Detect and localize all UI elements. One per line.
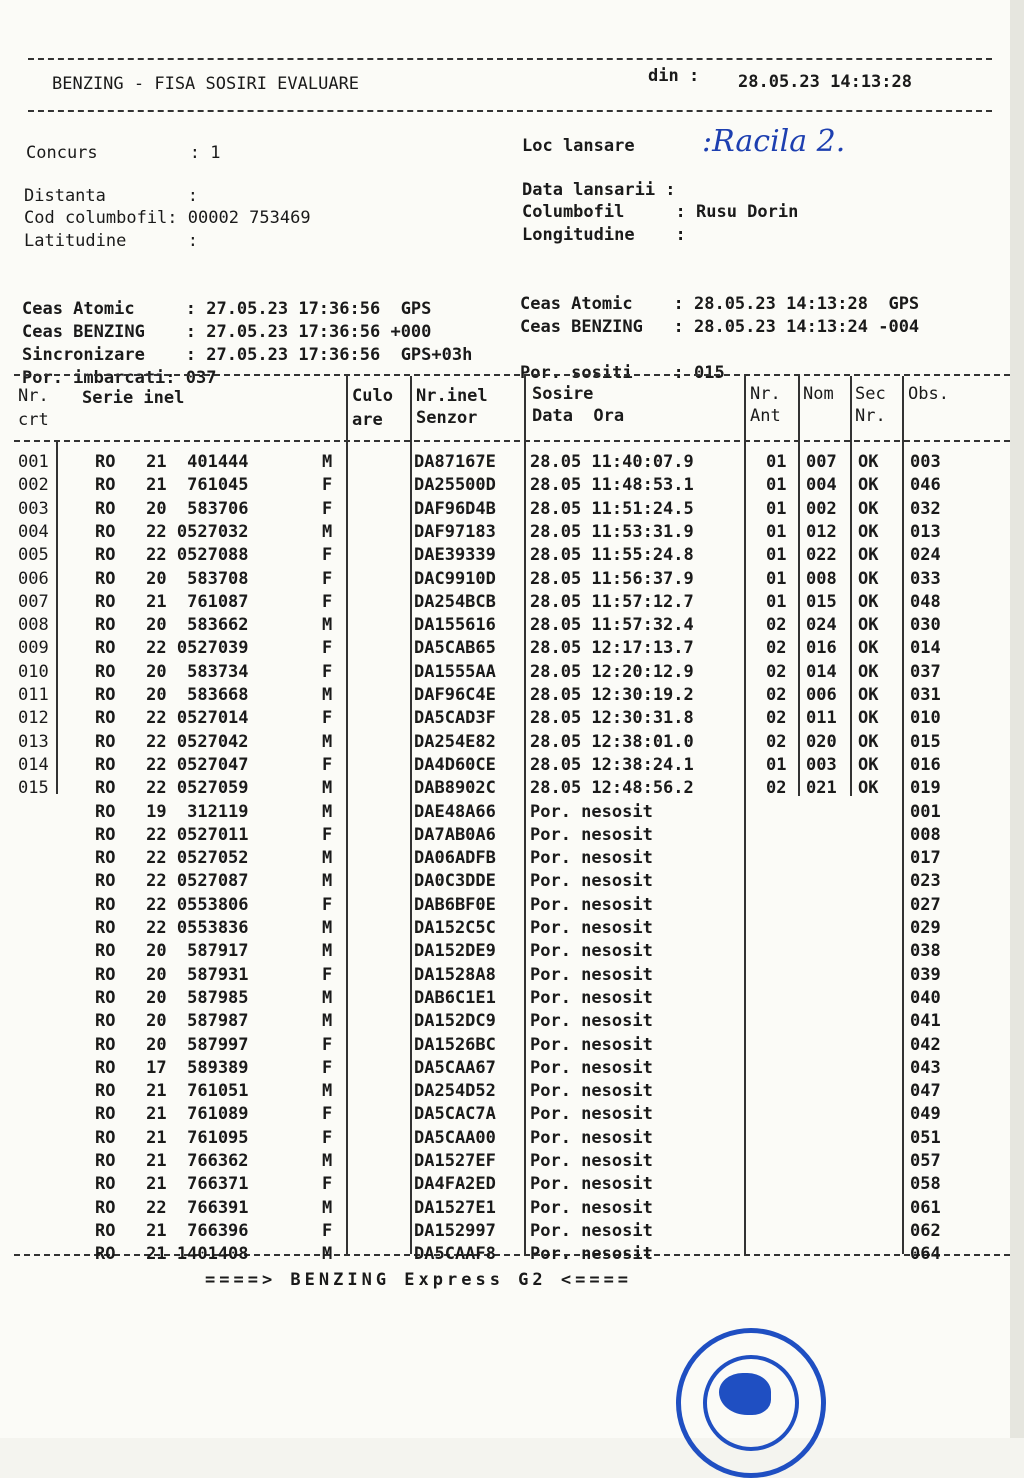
cell-nom: 007	[806, 452, 837, 472]
col-nr-inel: Nr.inel	[416, 386, 488, 406]
cell-nom: 024	[806, 615, 837, 636]
col-nr-ant-1: Nr.	[750, 384, 781, 404]
clock-right-blank	[520, 339, 919, 362]
cell-ant: 01	[766, 498, 787, 519]
cell-sec: OK	[858, 498, 879, 519]
col-divider-nr	[56, 440, 58, 794]
sincronizare: Sincronizare : 27.05.23 17:36:56 GPS+03h	[22, 345, 473, 365]
col-senzor: Senzor	[416, 408, 478, 428]
cell-serie: RO 22 0553806	[95, 894, 249, 915]
cell-sosire: 28.05 12:30:31.8	[530, 708, 694, 729]
cell-nom: 012	[806, 521, 837, 542]
cell-ant: 01	[766, 452, 787, 472]
cell-sex: M	[322, 801, 333, 822]
cell-sosire: Por. nesosit	[530, 1081, 653, 1102]
cell-sex: M	[322, 521, 333, 542]
cell-nr: 010	[18, 661, 49, 682]
cell-ant: 02	[766, 661, 787, 682]
cell-senzor: DA5CAA00	[414, 1127, 496, 1148]
cell-ant: 01	[766, 545, 787, 566]
cell-sex: M	[322, 918, 333, 938]
cell-senzor: DA254E82	[414, 731, 496, 752]
col-divider-culo	[346, 376, 348, 1254]
cell-sex: F	[322, 498, 333, 519]
cell-sec: OK	[858, 731, 879, 752]
cell-nom: 014	[806, 661, 837, 682]
por-sositi: Por. sositi : 015	[520, 363, 725, 383]
cell-senzor: DA1555AA	[414, 661, 496, 682]
cell-senzor: DA152C5C	[414, 918, 496, 938]
cell-sec: OK	[858, 521, 879, 542]
cell-sosire: 28.05 12:17:13.7	[530, 638, 694, 659]
cell-sosire: Por. nesosit	[530, 801, 653, 822]
cell-serie: RO 21 761051	[95, 1081, 249, 1102]
cell-obs: 008	[910, 824, 941, 845]
cell-senzor: DAE39339	[414, 545, 496, 566]
col-data-ora: Data Ora	[532, 406, 625, 426]
cell-sex: F	[322, 1174, 333, 1195]
cell-obs: 047	[910, 1081, 941, 1102]
cell-serie: RO 22 0527042	[95, 731, 249, 752]
cell-senzor: DA5CAC7A	[414, 1104, 496, 1125]
cell-obs: 024	[910, 545, 941, 566]
cell-senzor: DA06ADFB	[414, 848, 496, 869]
cell-senzor: DAE48A66	[414, 801, 496, 822]
cell-senzor: DA5CAB65	[414, 638, 496, 659]
cell-obs: 043	[910, 1057, 941, 1078]
col-nr-ant-2: Ant	[750, 406, 781, 426]
col-nr: Nr.	[18, 386, 49, 406]
cell-obs: 064	[910, 1244, 941, 1265]
col-are: are	[352, 410, 383, 430]
cell-serie: RO 19 312119	[95, 801, 249, 822]
cell-sex: F	[322, 568, 333, 589]
cell-sosire: Por. nesosit	[530, 1220, 653, 1241]
cell-senzor: DA4FA2ED	[414, 1174, 496, 1195]
cell-nom: 011	[806, 708, 837, 729]
cell-nom: 003	[806, 754, 837, 775]
cell-senzor: DAF96D4B	[414, 498, 496, 519]
col-sosire: Sosire	[532, 384, 594, 404]
cell-serie: RO 22 0527014	[95, 708, 249, 729]
col-divider-nom	[798, 376, 800, 796]
cell-obs: 019	[910, 778, 941, 799]
cell-serie: RO 21 766371	[95, 1174, 249, 1195]
cell-obs: 030	[910, 615, 941, 636]
cell-sex: F	[322, 661, 333, 682]
cell-serie: RO 21 761095	[95, 1127, 249, 1148]
cell-nr: 006	[18, 568, 49, 589]
cell-senzor: DA1528A8	[414, 964, 496, 985]
por-imbarcati: Por. imbarcati: 037	[22, 368, 217, 388]
cell-nom: 006	[806, 685, 837, 705]
cell-senzor: DA25500D	[414, 475, 496, 496]
col-divider-sosire	[524, 376, 526, 1254]
cell-nr: 009	[18, 638, 49, 659]
cell-sex: M	[322, 987, 333, 1008]
cell-obs: 038	[910, 941, 941, 962]
cell-sosire: Por. nesosit	[530, 871, 653, 892]
cell-sec: OK	[858, 545, 879, 566]
cell-senzor: DAC9910D	[414, 568, 496, 589]
cell-sex: M	[322, 1151, 333, 1171]
col-sec-1: Sec	[855, 384, 886, 404]
cod-columbofil: Cod columbofil: 00002 753469	[24, 208, 311, 228]
cell-serie: RO 22 0527052	[95, 848, 249, 869]
cell-obs: 001	[910, 801, 941, 822]
cell-serie: RO 20 587985	[95, 987, 249, 1008]
ceas-benzing-left: Ceas BENZING : 27.05.23 17:36:56 +000	[22, 322, 432, 342]
cell-senzor: DAB6C1E1	[414, 987, 496, 1008]
cell-ant: 02	[766, 638, 787, 659]
cell-obs: 003	[910, 452, 941, 472]
cell-nr: 001	[18, 452, 49, 472]
ceas-atomic-right: Ceas Atomic : 28.05.23 14:13:28 GPS	[520, 294, 920, 314]
loc-lansare-handwritten: :Racila 2.	[702, 124, 846, 159]
cell-senzor: DA1527EF	[414, 1151, 496, 1171]
cell-sec: OK	[858, 778, 879, 799]
cell-sex: M	[322, 1011, 333, 1032]
cell-obs: 057	[910, 1151, 941, 1171]
cell-senzor: DAF96C4E	[414, 685, 496, 705]
footer-brand: ====> BENZING Express G2 <====	[205, 1270, 633, 1290]
cell-sex: M	[322, 1244, 333, 1265]
cell-serie: RO 20 583706	[95, 498, 249, 519]
cell-ant: 01	[766, 475, 787, 496]
cell-sec: OK	[858, 568, 879, 589]
cell-sosire: 28.05 11:55:24.8	[530, 545, 694, 566]
cell-obs: 033	[910, 568, 941, 589]
cell-obs: 013	[910, 521, 941, 542]
cell-nom: 020	[806, 731, 837, 752]
cell-serie: RO 22 0527047	[95, 754, 249, 775]
col-divider-senzor	[410, 376, 412, 1254]
cell-senzor: DA152DE9	[414, 941, 496, 962]
cell-sex: F	[322, 1104, 333, 1125]
cell-serie: RO 21 766362	[95, 1151, 249, 1171]
cell-sosire: Por. nesosit	[530, 1057, 653, 1078]
cell-serie: RO 20 587987	[95, 1011, 249, 1032]
cell-senzor: DA5CAA67	[414, 1057, 496, 1078]
cell-serie: RO 22 0527059	[95, 778, 249, 799]
cell-sex: F	[322, 708, 333, 729]
cell-sosire: Por. nesosit	[530, 941, 653, 962]
date-label: din :	[648, 66, 700, 86]
cell-nom: 004	[806, 475, 837, 496]
table-top-rule	[14, 374, 1010, 376]
report-date: 28.05.23 14:13:28	[738, 72, 912, 92]
cell-serie: RO 21 761089	[95, 1104, 249, 1125]
cell-ant: 01	[766, 521, 787, 542]
cell-obs: 016	[910, 754, 941, 775]
cell-ant: 01	[766, 754, 787, 775]
cell-serie: RO 22 0527032	[95, 521, 249, 542]
cell-obs: 042	[910, 1034, 941, 1055]
cell-sex: F	[322, 894, 333, 915]
cell-sex: F	[322, 591, 333, 612]
col-nom: Nom	[803, 384, 834, 404]
cell-sosire: 28.05 11:53:31.9	[530, 521, 694, 542]
cell-nr: 007	[18, 591, 49, 612]
cell-obs: 046	[910, 475, 941, 496]
cell-sex: M	[322, 452, 333, 472]
cell-serie: RO 21 761087	[95, 591, 249, 612]
longitudine: Longitudine :	[522, 225, 686, 245]
cell-sosire: Por. nesosit	[530, 964, 653, 985]
cell-sec: OK	[858, 452, 879, 472]
cell-sosire: 28.05 11:57:32.4	[530, 615, 694, 636]
cell-sosire: Por. nesosit	[530, 894, 653, 915]
cell-obs: 010	[910, 708, 941, 729]
cell-sex: F	[322, 545, 333, 566]
cell-sec: OK	[858, 475, 879, 496]
cell-senzor: DA152997	[414, 1220, 496, 1241]
col-divider-ant	[744, 376, 746, 1254]
cell-serie: RO 20 583668	[95, 685, 249, 705]
cell-senzor: DA254D52	[414, 1081, 496, 1102]
cell-sec: OK	[858, 708, 879, 729]
cell-sosire: Por. nesosit	[530, 1034, 653, 1055]
cell-sex: M	[322, 615, 333, 636]
cell-serie: RO 22 0527039	[95, 638, 249, 659]
cell-sosire: 28.05 12:38:24.1	[530, 754, 694, 775]
cell-nr: 011	[18, 685, 49, 705]
cell-obs: 039	[910, 964, 941, 985]
col-divider-sec	[850, 376, 852, 796]
cell-nom: 008	[806, 568, 837, 589]
cell-serie: RO 22 0527088	[95, 545, 249, 566]
cell-obs: 032	[910, 498, 941, 519]
cell-obs: 017	[910, 848, 941, 869]
cell-ant: 01	[766, 591, 787, 612]
cell-serie: RO 20 587931	[95, 964, 249, 985]
cell-obs: 061	[910, 1197, 941, 1218]
cell-obs: 049	[910, 1104, 941, 1125]
cell-serie: RO 21 761045	[95, 475, 249, 496]
cell-obs: 048	[910, 591, 941, 612]
cell-nom: 002	[806, 498, 837, 519]
cell-sosire: Por. nesosit	[530, 1174, 653, 1195]
cell-obs: 051	[910, 1127, 941, 1148]
col-obs: Obs.	[908, 384, 949, 404]
cell-senzor: DA4D60CE	[414, 754, 496, 775]
cell-sosire: Por. nesosit	[530, 918, 653, 938]
cell-sec: OK	[858, 638, 879, 659]
col-divider-obs	[902, 376, 904, 1254]
cell-obs: 027	[910, 894, 941, 915]
cell-nom: 016	[806, 638, 837, 659]
cell-sex: F	[322, 754, 333, 775]
cell-sosire: 28.05 12:48:56.2	[530, 778, 694, 799]
cell-ant: 02	[766, 731, 787, 752]
cell-nom: 015	[806, 591, 837, 612]
cell-obs: 014	[910, 638, 941, 659]
cell-serie: RO 20 583708	[95, 568, 249, 589]
cell-serie: RO 22 0527011	[95, 824, 249, 845]
col-crt: crt	[18, 410, 49, 430]
cell-nr: 014	[18, 754, 49, 775]
cell-sosire: Por. nesosit	[530, 1104, 653, 1125]
cell-sec: OK	[858, 661, 879, 682]
cell-serie: RO 17 589389	[95, 1057, 249, 1078]
cell-ant: 01	[766, 568, 787, 589]
paper-edge	[1010, 0, 1024, 1438]
cell-sex: M	[322, 1081, 333, 1102]
cell-sosire: Por. nesosit	[530, 1127, 653, 1148]
cell-senzor: DA152DC9	[414, 1011, 496, 1032]
cell-sex: M	[322, 1197, 333, 1218]
cell-obs: 031	[910, 685, 941, 705]
cell-sosire: Por. nesosit	[530, 1011, 653, 1032]
cell-sex: M	[322, 731, 333, 752]
ceas-atomic-left: Ceas Atomic : 27.05.23 17:36:56 GPS	[22, 299, 432, 319]
cell-nom: 022	[806, 545, 837, 566]
cell-obs: 023	[910, 871, 941, 892]
cell-senzor: DAF97183	[414, 521, 496, 542]
cell-ant: 02	[766, 685, 787, 705]
cell-nr: 013	[18, 731, 49, 752]
cell-ant: 02	[766, 778, 787, 799]
data-lansarii: Data lansarii :	[522, 180, 676, 200]
cell-sosire: 28.05 12:38:01.0	[530, 731, 694, 752]
cell-senzor: DA5CAD3F	[414, 708, 496, 729]
cell-sex: F	[322, 638, 333, 659]
cell-sosire: Por. nesosit	[530, 1151, 653, 1171]
cell-sosire: Por. nesosit	[530, 824, 653, 845]
cell-senzor: DA254BCB	[414, 591, 496, 612]
cell-nr: 008	[18, 615, 49, 636]
cell-senzor: DAB6BF0E	[414, 894, 496, 915]
cell-sosire: 28.05 12:20:12.9	[530, 661, 694, 682]
cell-senzor: DA87167E	[414, 452, 496, 472]
cell-sosire: 28.05 11:51:24.5	[530, 498, 694, 519]
club-stamp	[676, 1328, 826, 1478]
concurs: Concurs : 1	[26, 143, 221, 163]
cell-obs: 029	[910, 918, 941, 938]
cell-sex: F	[322, 475, 333, 496]
cell-sex: F	[322, 1220, 333, 1241]
cell-obs: 015	[910, 731, 941, 752]
cell-serie: RO 21 766396	[95, 1220, 249, 1241]
cell-sex: F	[322, 964, 333, 985]
latitudine: Latitudine :	[24, 231, 198, 251]
cell-sosire: 28.05 11:40:07.9	[530, 452, 694, 472]
cell-sosire: 28.05 11:48:53.1	[530, 475, 694, 496]
cell-serie: RO 21 401444	[95, 452, 249, 472]
table-header-rule	[14, 440, 1010, 442]
cell-ant: 02	[766, 615, 787, 636]
cell-senzor: DA7AB0A6	[414, 824, 496, 845]
distanta: Distanta :	[24, 186, 198, 206]
cell-sosire: Por. nesosit	[530, 987, 653, 1008]
cell-serie: RO 22 766391	[95, 1197, 249, 1218]
cell-nr: 005	[18, 545, 49, 566]
cell-sex: M	[322, 871, 333, 892]
cell-sex: M	[322, 941, 333, 962]
cell-serie: RO 21 1401408	[95, 1244, 249, 1265]
cell-nr: 002	[18, 475, 49, 496]
cell-nr: 015	[18, 778, 49, 799]
cell-nr: 004	[18, 521, 49, 542]
cell-senzor: DA0C3DDE	[414, 871, 496, 892]
cell-serie: RO 20 587917	[95, 941, 249, 962]
cell-senzor: DA155616	[414, 615, 496, 636]
cell-obs: 037	[910, 661, 941, 682]
cell-serie: RO 22 0553836	[95, 918, 249, 938]
cell-senzor: DA1526BC	[414, 1034, 496, 1055]
columbofil: Columbofil : Rusu Dorin	[522, 202, 799, 222]
cell-serie: RO 22 0527087	[95, 871, 249, 892]
cell-senzor: DA1527E1	[414, 1197, 496, 1218]
cell-obs: 040	[910, 987, 941, 1008]
cell-sex: F	[322, 1057, 333, 1078]
cell-obs: 062	[910, 1220, 941, 1241]
cell-sex: F	[322, 1127, 333, 1148]
loc-lansare: Loc lansare	[522, 136, 635, 156]
cell-sex: M	[322, 685, 333, 705]
cell-ant: 02	[766, 708, 787, 729]
cell-sex: M	[322, 848, 333, 869]
cell-obs: 058	[910, 1174, 941, 1195]
col-serie-inel: Serie inel	[82, 388, 185, 408]
cell-nr: 012	[18, 708, 49, 729]
cell-sosire: 28.05 12:30:19.2	[530, 685, 694, 705]
cell-sec: OK	[858, 685, 879, 705]
cell-senzor: DA5CAAF8	[414, 1244, 496, 1265]
cell-sex: M	[322, 778, 333, 799]
cell-obs: 041	[910, 1011, 941, 1032]
cell-nom: 021	[806, 778, 837, 799]
cell-sosire: Por. nesosit	[530, 1244, 653, 1265]
cell-serie: RO 20 583734	[95, 661, 249, 682]
ceas-benzing-right: Ceas BENZING : 28.05.23 14:13:24 -004	[520, 317, 920, 337]
cell-sec: OK	[858, 754, 879, 775]
cell-sex: F	[322, 1034, 333, 1055]
cell-serie: RO 20 587997	[95, 1034, 249, 1055]
cell-senzor: DAB8902C	[414, 778, 496, 799]
cell-nr: 003	[18, 498, 49, 519]
cell-sosire: Por. nesosit	[530, 848, 653, 869]
cell-sec: OK	[858, 591, 879, 612]
cell-sex: F	[322, 824, 333, 845]
report-title: BENZING - FISA SOSIRI EVALUARE	[52, 74, 360, 94]
cell-serie: RO 20 583662	[95, 615, 249, 636]
cell-sosire: 28.05 11:57:12.7	[530, 591, 694, 612]
cell-sosire: Por. nesosit	[530, 1197, 653, 1218]
cell-sec: OK	[858, 615, 879, 636]
cell-sosire: 28.05 11:56:37.9	[530, 568, 694, 589]
col-sec-2: Nr.	[855, 406, 886, 426]
col-culo: Culo	[352, 386, 393, 406]
